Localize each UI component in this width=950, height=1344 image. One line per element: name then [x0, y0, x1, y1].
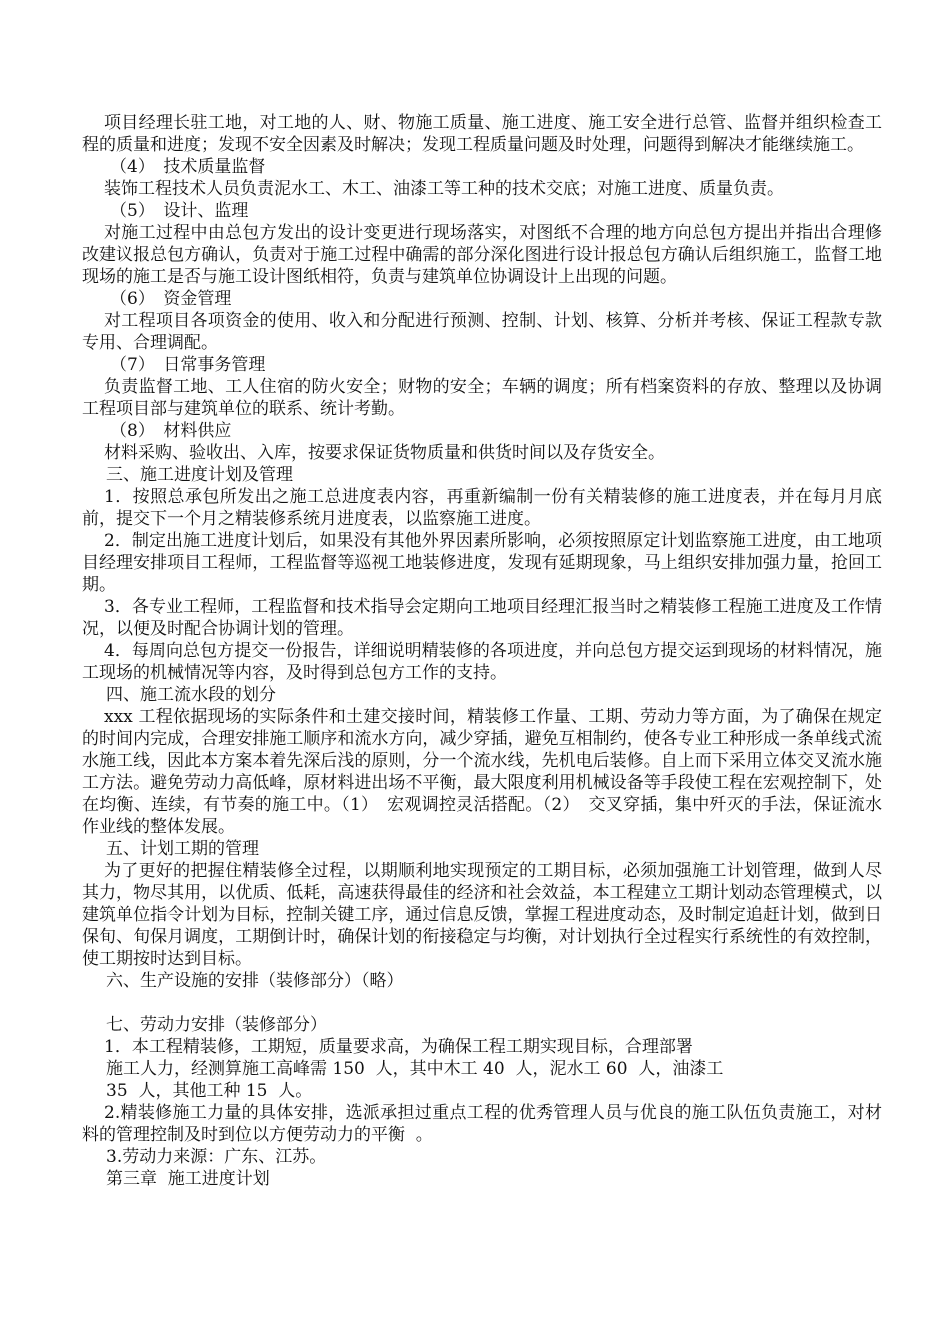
- section-heading-7: 七、劳动力安排（装修部分）: [106, 1015, 327, 1035]
- section-heading-5: 五、计划工期的管理: [106, 839, 259, 859]
- paragraph-period-management: 为了更好的把握住精装修全过程，以期顺利地实现预定的工期目标，必须加强施工计划管理，做到人尽其力，物尽其用，以优质、低耗，高速获得最佳的经济和社会效益，本工程建立工期计划动态管理模式，以建筑单位指令计划为目标，控制关键工序，通过信息反馈，掌握工程进度动态，及时制定追赶计划，做到日保旬、旬保月调度，工期倒计时，确保计划的衔接稳定与均衡，对计划执行全过程实行系统性的有效控制，使工期按时达到目标。: [82, 861, 882, 969]
- blank-line: [82, 992, 882, 1014]
- paragraph-labor-1c: 35 人，其他工种 15 人。: [106, 1081, 313, 1101]
- heading-material-supply: （8） 材料供应: [110, 421, 232, 441]
- document-page: [82, 112, 882, 1190]
- heading-design-supervision: （5） 设计、监理: [110, 201, 249, 221]
- paragraph-labor-1a: 1．本工程精装修，工期短，质量要求高，为确保工程工期实现目标，合理部署: [104, 1037, 693, 1057]
- paragraph-schedule-2: 2．制定出施工进度计划后，如果没有其他外界因素所影响，必须按照原定计划监察施工进度，由工地项目经理安排项目工程师，工程监督等巡视工地装修进度，发现有延期现象，马上组织安排加强力量，抢回工期。: [82, 531, 882, 595]
- heading-daily-affairs: （7） 日常事务管理: [110, 355, 266, 375]
- heading-fund-management: （6） 资金管理: [110, 289, 232, 309]
- paragraph-flow-sections: xxx 工程依据现场的实际条件和土建交接时间，精装修工作量、工期、劳动力等方面，为了确保在规定的时间内完成，合理安排施工顺序和流水方向，减少穿插，避免互相制约，使各专业工种形成一条单线式流水施工线，因此本方案本着先深后浅的原则，分一个流水线，先机电后装修。自上而下采用立体交叉流水施工方法。避免劳动力高低峰，原材料进出场不平衡，最大限度利用机械设备等手段使工程在宏观控制下，处在均衡、连续，有节奏的施工中。（1） 宏观调控灵活搭配。（2） 交叉穿插，集中歼灭的手法，保证流水作业线的整体发展。: [82, 707, 882, 837]
- heading-tech-quality: （4） 技术质量监督: [110, 157, 266, 177]
- paragraph-labor-3: 3.劳动力来源：广东、江苏。: [106, 1147, 327, 1167]
- paragraph-design-supervision: 对施工过程中由总包方发出的设计变更进行现场落实，对图纸不合理的地方向总包方提出并指出合理修改建议报总包方确认，负责对于施工过程中确需的部分深化图进行设计报总包方确认后组织施工，监督工地现场的施工是否与施工设计图纸相符，负责与建筑单位协调设计上出现的问题。: [82, 223, 882, 287]
- paragraph-daily-affairs: 负责监督工地、工人住宿的防火安全；财物的安全；车辆的调度；所有档案资料的存放、整理以及协调工程项目部与建筑单位的联系、统计考勤。: [82, 377, 882, 419]
- chapter-heading-3: 第三章 施工进度计划: [106, 1169, 270, 1189]
- paragraph-tech-quality: 装饰工程技术人员负责泥水工、木工、油漆工等工种的技术交底；对施工进度、质量负责。: [104, 179, 784, 199]
- paragraph-schedule-4: 4．每周向总包方提交一份报告，详细说明精装修的各项进度，并向总包方提交运到现场的材料情况，施工现场的机械情况等内容，及时得到总包方工作的支持。: [82, 641, 882, 683]
- paragraph-material-supply: 材料采购、验收出、入库，按要求保证货物质量和供货时间以及存货安全。: [104, 443, 665, 463]
- paragraph-labor-1b: 施工人力，经测算施工高峰需 150 人，其中木工 40 人，泥水工 60 人，油漆工: [106, 1059, 724, 1079]
- paragraph-schedule-1: 1．按照总承包所发出之施工总进度表内容，再重新编制一份有关精装修的施工进度表，并在每月月底前，提交下一个月之精装修系统月进度表，以监察施工进度。: [82, 487, 882, 529]
- section-heading-3: 三、施工进度计划及管理: [106, 465, 293, 485]
- paragraph-schedule-3: 3．各专业工程师，工程监督和技术指导会定期向工地项目经理汇报当时之精装修工程施工进度及工作情况，以便及时配合协调计划的管理。: [82, 597, 882, 639]
- section-heading-6: 六、生产设施的安排（装修部分）（略）: [106, 971, 404, 991]
- paragraph-labor-2: 2.精装修施工力量的具体安排，选派承担过重点工程的优秀管理人员与优良的施工队伍负责施工，对材料的管理控制及时到位以方便劳动力的平衡 。: [82, 1103, 882, 1145]
- paragraph-project-manager: 项目经理长驻工地，对工地的人、财、物施工质量、施工进度、施工安全进行总管、监督并组织检查工程的质量和进度；发现不安全因素及时解决；发现工程质量问题及时处理，问题得到解决才能继续施工。: [82, 113, 882, 155]
- section-heading-4: 四、施工流水段的划分: [106, 685, 276, 705]
- paragraph-fund-management: 对工程项目各项资金的使用、收入和分配进行预测、控制、计划、核算、分析并考核、保证工程款专款专用、合理调配。: [82, 311, 882, 353]
